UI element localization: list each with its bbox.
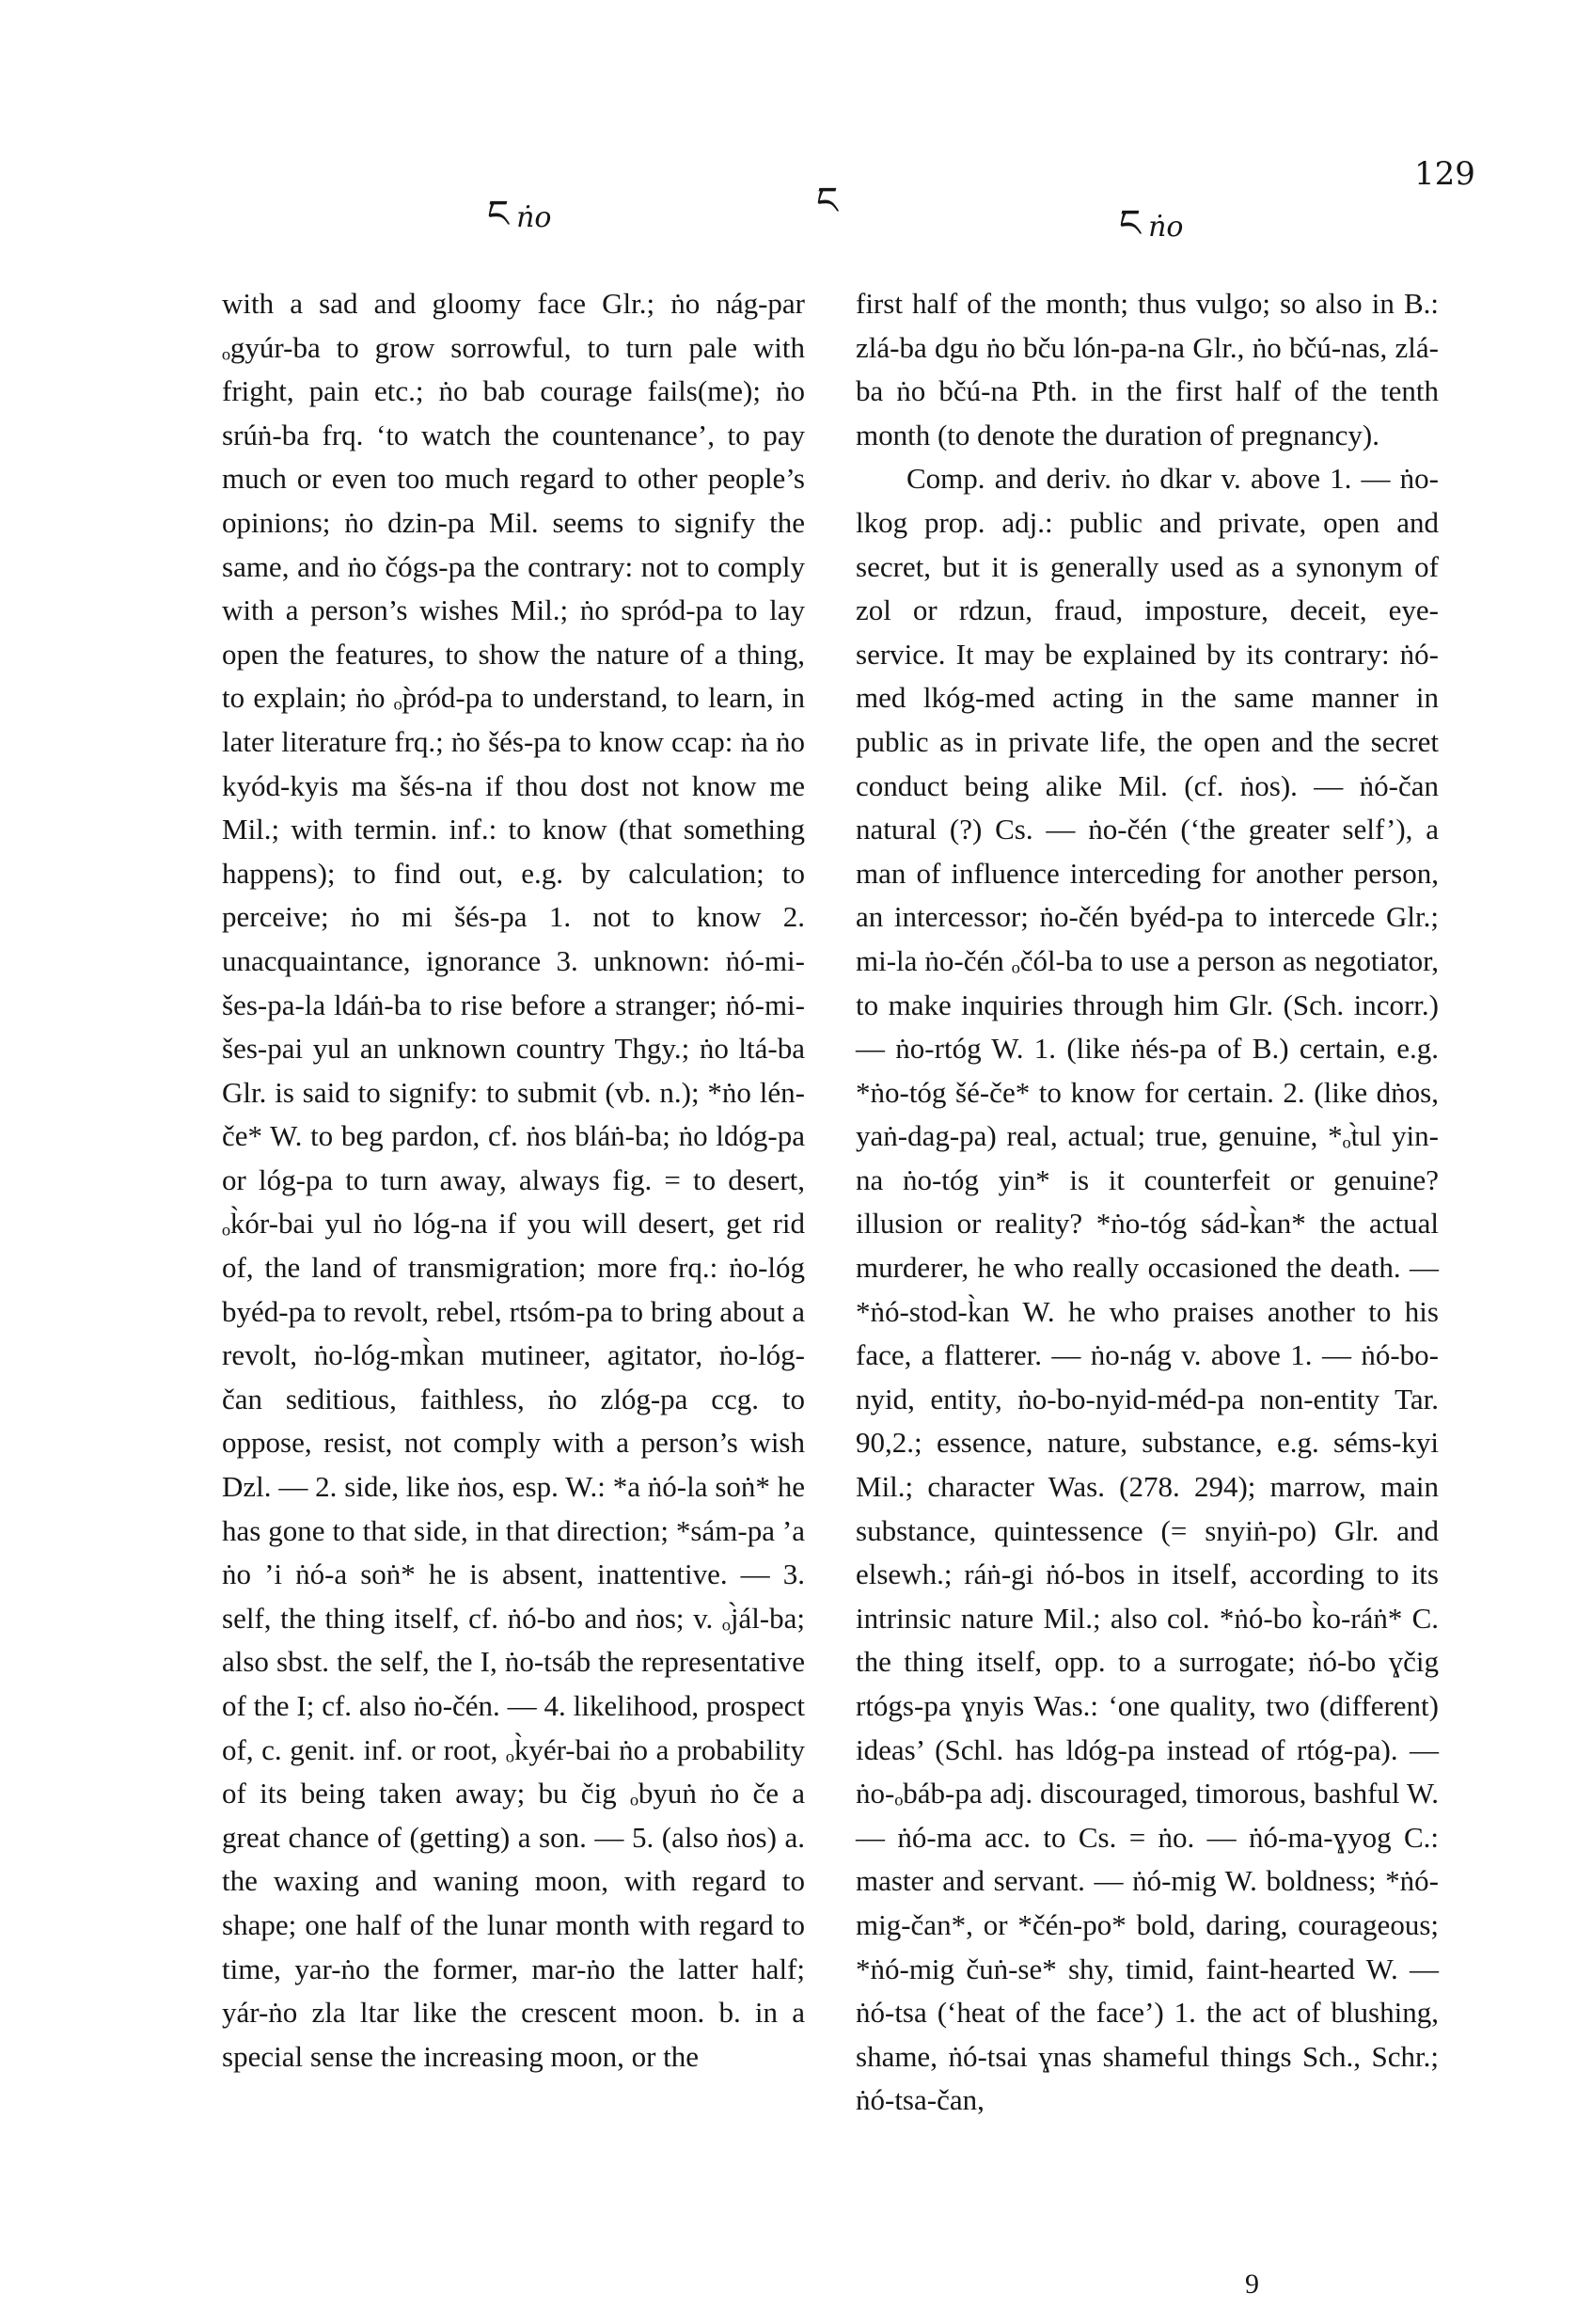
tibetan-glyph-right: ང <box>1119 202 1142 245</box>
tibetan-glyph-left: ང <box>487 193 510 236</box>
header-left-headword <box>487 171 551 277</box>
signature-mark: 9 <box>1245 2269 1259 2300</box>
page-number: 129 <box>1414 155 1475 193</box>
left-column <box>222 282 805 2079</box>
header-center-glyph: ང <box>816 180 839 223</box>
header-right-headword <box>1119 181 1183 287</box>
header-right-term: ṅo <box>1148 211 1184 244</box>
left-column-text: with a sad and gloomy face Glr.; ṅo nág-par ₒgyúr-ba to grow sorrowful, to turn pale with fright, pain etc.; ṅo bab courage fails(me); ṅo srúṅ-ba frq. ‘to watch the countenance’, to pay much or even too much regard to other people’s opinions; ṅo dzin-pa Mil. seems to signify the same, and ṅo čógs-pa the contrary: not to comply with a person’s wishes Mil.; ṅo spród-pa to lay open the features, to show the nature of a thing, to explain; ṅo ₒp̀ród-pa to understand, to learn, in later literature frq.; ṅo šés-pa to know ccap: ṅa ṅo kyód-kyis ma šés-na if thou dost not know me Mil.; with termin. inf.: to know (that something happens); to find out, e.g. by calculation; to perceive; ṅo mi šés-pa 1. not to know 2. unacquaintance, ignorance 3. unknown: ṅó-mi-šes-pa-la ldáṅ-ba to rise before a stranger; ṅó-mi-šes-pai yul an unknown country Thgy.; ṅo ltá-ba Glr. is said to signify: to submit (vb. n.); *ṅo lén-če* W. to beg pardon, cf. ṅos bláṅ-ba; ṅo ldóg-pa or lóg-pa to turn away, always fig. = to desert, ₒk̀ór-bai yul ṅo lóg-na if you will desert, get rid of, the land of transmigration; more frq.: ṅo-lóg byéd-pa to revolt, rebel, rtsóm-pa to bring about a revolt, ṅo-lóg-mk̀an mutineer, agitator, ṅo-lóg-čan seditious, faithless, ṅo zlóg-pa ccg. to oppose, resist, not comply with a person’s wish Dzl. — 2. side, like ṅos, esp. W.: *a ṅó-la soṅ* he has gone to that side, in that direction; *sám-pa ’a ṅo ’i ṅó-a soṅ* he is absent, inattentive. — 3. self, the thing itself, cf. ṅó-bo and ṅos; v. ₒj̀ál-ba; also sbst. the self, the I, ṅo-tsáb the representative of the I; cf. also ṅo-čén. — 4. likelihood, prospect of, c. genit. inf. or root, ₒk̀yér-bai ṅo a probability of its being taken away; bu čig ₒbyuṅ ṅo če a great chance of (getting) a son. — 5. (also ṅos) a. the waxing and waning moon, with regard to shape; one half of the lunar month with regard to time, yar-ṅo the former, mar-ṅo the latter half; yár-ṅo zla ltar like the crescent moon. b. in a special sense the increasing moon, or the <box>222 287 805 2073</box>
header-left-term: ṅo <box>516 201 552 234</box>
right-column-para-2: Comp. and deriv. ṅo dkar v. above 1. — ṅo-lkog prop. adj.: public and private, open and secret, but it is generally used as a synonym of zol or rdzun, fraud, imposture, deceit, eye-service. It may be explained by its contrary: ṅó-med lkóg-med acting in the same manner in public as in private life, the open and the secret conduct being alike Mil. (cf. ṅos). — ṅó-čan natural (?) Cs. — ṅo-čén (‘the greater self’), a man of influence interceding for another person, an intercessor; ṅo-čén byéd-pa to intercede Glr.; mi-la ṅo-čén ₒčól-ba to use a person as negotiator, to make inquiries through him Glr. (Sch. incorr.) — ṅo-rtóg W. 1. (like ṅés-pa of B.) certain, e.g. *ṅo-tóg šé-če* to know for certain. 2. (like dṅos, yaṅ-dag-pa) real, actual; true, genuine, *ₒt̀ul yin-na ṅo-tóg yin* is it counterfeit or genuine? illusion or reality? *ṅo-tóg sád-k̀an* the actual murderer, he who really occasioned the death. — *ṅó-stod-k̀an W. he who praises another to his face, a flatterer. — ṅo-nág v. above 1. — ṅó-bo-nyid, entity, ṅo-bo-nyid-méd-pa non-entity Tar. 90,2.; essence, nature, substance, e.g. séms-kyi Mil.; character Was. (278. 294); marrow, main substance, quintessence (= snyiṅ-po) Glr. and elsewh.; ráṅ-gi ṅó-bos in itself, according to its intrinsic nature Mil.; also col. *ṅó-bo k̀o-ráṅ* C. the thing itself, opp. to a surrogate; ṅó-bo ɣčig rtógs-pa ɣnyis Was.: ‘one quality, two (different) ideas’ (Schl. has ldóg-pa instead of rtóg-pa). — ṅo-ₒbáb-pa adj. discouraged, timorous, bashful W. — ṅó-ma acc. to Cs. = ṅo. — ṅó-ma-ɣyog C.: master and servant. — ṅó-mig W. boldness; *ṅó-mig-čan*, or *čén-po* bold, daring, courageous; *ṅó-mig čuṅ-se* shy, timid, faint-hearted W. — ṅó-tsa (‘heat of the face’) 1. the act of blushing, shame, ṅó-tsai ɣnas shameful things Sch., Schr.; ṅó-tsa-čan, <box>856 462 1439 2117</box>
right-column-para-1: first half of the month; thus vulgo; so also in B.: zlá-ba dgu ṅo bču lón-pa-na Glr., ṅo bčú-nas, zlá-ba ṅo bčú-na Pth. in the first half of the tenth month (to denote the duration of pregnancy). <box>856 287 1439 451</box>
right-column <box>856 282 1439 2123</box>
